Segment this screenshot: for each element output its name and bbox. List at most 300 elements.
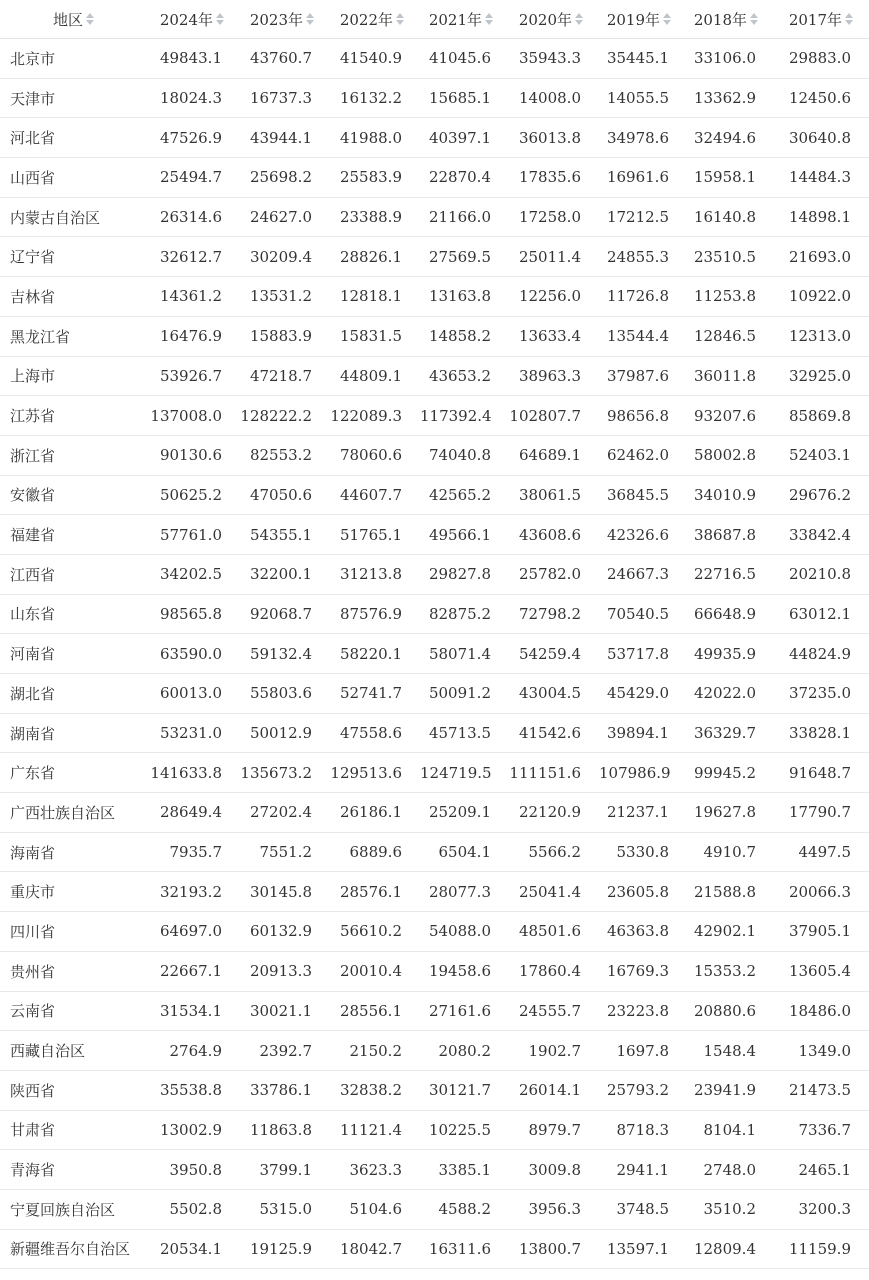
value-cell: 60013.0 (147, 674, 240, 714)
value-cell: 53231.0 (147, 713, 240, 753)
value-cell: 58220.1 (330, 634, 420, 674)
value-cell: 17258.0 (509, 197, 599, 237)
value-cell: 47526.9 (147, 118, 240, 158)
table-row (0, 475, 869, 515)
value-cell: 3748.5 (599, 1189, 687, 1229)
value-cell: 31213.8 (330, 554, 420, 594)
value-cell: 20534.1 (147, 1229, 240, 1269)
value-cell: 25583.9 (330, 158, 420, 198)
value-cell: 53926.7 (147, 356, 240, 396)
value-cell: 12846.5 (687, 316, 774, 356)
value-cell: 64697.0 (147, 912, 240, 952)
column-header-year[interactable] (147, 0, 240, 39)
value-cell: 3799.1 (240, 1150, 330, 1190)
value-cell: 32494.6 (687, 118, 774, 158)
table-row (0, 753, 869, 793)
value-cell: 23510.5 (687, 237, 774, 277)
column-header-content (519, 9, 583, 30)
value-cell: 122089.3 (330, 396, 420, 436)
value-cell: 35445.1 (599, 39, 687, 79)
column-header-label: 2022年 (339, 10, 393, 29)
table-row (0, 237, 869, 277)
value-cell: 43944.1 (240, 118, 330, 158)
region-cell: 江西省 (0, 554, 147, 594)
value-cell: 28576.1 (330, 872, 420, 912)
value-cell: 14055.5 (599, 78, 687, 118)
value-cell: 11863.8 (240, 1110, 330, 1150)
value-cell: 3510.2 (687, 1189, 774, 1229)
value-cell: 137008.0 (147, 396, 240, 436)
value-cell: 45713.5 (420, 713, 509, 753)
value-cell: 129513.6 (330, 753, 420, 793)
table-row (0, 832, 869, 872)
value-cell: 38963.3 (509, 356, 599, 396)
column-header-content (789, 9, 853, 30)
value-cell: 13002.9 (147, 1110, 240, 1150)
value-cell: 10225.5 (420, 1110, 509, 1150)
value-cell: 30021.1 (240, 991, 330, 1031)
value-cell: 41542.6 (509, 713, 599, 753)
region-cell: 云南省 (0, 991, 147, 1031)
value-cell: 27569.5 (420, 237, 509, 277)
value-cell: 66648.9 (687, 594, 774, 634)
value-cell: 16476.9 (147, 316, 240, 356)
value-cell: 3009.8 (509, 1150, 599, 1190)
value-cell: 18042.7 (330, 1229, 420, 1269)
table-row (0, 594, 869, 634)
value-cell: 30640.8 (774, 118, 869, 158)
value-cell: 37235.0 (774, 674, 869, 714)
value-cell: 117392.4 (420, 396, 509, 436)
value-cell: 32193.2 (147, 872, 240, 912)
value-cell: 78060.6 (330, 435, 420, 475)
value-cell: 36845.5 (599, 475, 687, 515)
value-cell: 25209.1 (420, 793, 509, 833)
value-cell: 37905.1 (774, 912, 869, 952)
column-header-label: 2017年 (788, 10, 842, 29)
value-cell: 33786.1 (240, 1070, 330, 1110)
value-cell: 21473.5 (774, 1070, 869, 1110)
value-cell: 3950.8 (147, 1150, 240, 1190)
sort-caret-icon[interactable] (663, 13, 671, 25)
column-header-label: 2020年 (518, 10, 572, 29)
value-cell: 5315.0 (240, 1189, 330, 1229)
value-cell: 4910.7 (687, 832, 774, 872)
value-cell: 87576.9 (330, 594, 420, 634)
table-row (0, 872, 869, 912)
value-cell: 33106.0 (687, 39, 774, 79)
column-header-year[interactable] (687, 0, 774, 39)
column-header-region[interactable] (0, 0, 147, 39)
value-cell: 42902.1 (687, 912, 774, 952)
table-row (0, 793, 869, 833)
table-row (0, 356, 869, 396)
value-cell: 24555.7 (509, 991, 599, 1031)
value-cell: 11159.9 (774, 1229, 869, 1269)
value-cell: 11121.4 (330, 1110, 420, 1150)
value-cell: 29883.0 (774, 39, 869, 79)
sort-descending-icon[interactable] (306, 20, 314, 25)
value-cell: 21237.1 (599, 793, 687, 833)
column-header-year[interactable] (599, 0, 687, 39)
value-cell: 12313.0 (774, 316, 869, 356)
value-cell: 28826.1 (330, 237, 420, 277)
value-cell: 8718.3 (599, 1110, 687, 1150)
value-cell: 44824.9 (774, 634, 869, 674)
value-cell: 17860.4 (509, 951, 599, 991)
value-cell: 15685.1 (420, 78, 509, 118)
value-cell: 15958.1 (687, 158, 774, 198)
value-cell: 14361.2 (147, 277, 240, 317)
value-cell: 16311.6 (420, 1229, 509, 1269)
table-row (0, 435, 869, 475)
value-cell: 38061.5 (509, 475, 599, 515)
value-cell: 13362.9 (687, 78, 774, 118)
value-cell: 38687.8 (687, 515, 774, 555)
sort-ascending-icon[interactable] (845, 13, 853, 18)
value-cell: 10922.0 (774, 277, 869, 317)
value-cell: 25011.4 (509, 237, 599, 277)
region-cell: 新疆维吾尔自治区 (0, 1229, 147, 1269)
value-cell: 54355.1 (240, 515, 330, 555)
value-cell: 29676.2 (774, 475, 869, 515)
value-cell: 50625.2 (147, 475, 240, 515)
sort-descending-icon[interactable] (663, 20, 671, 25)
value-cell: 50091.2 (420, 674, 509, 714)
table-row (0, 1031, 869, 1071)
sort-ascending-icon[interactable] (86, 13, 94, 18)
value-cell: 22870.4 (420, 158, 509, 198)
region-cell: 宁夏回族自治区 (0, 1189, 147, 1229)
value-cell: 25793.2 (599, 1070, 687, 1110)
region-cell: 山西省 (0, 158, 147, 198)
value-cell: 60132.9 (240, 912, 330, 952)
value-cell: 1697.8 (599, 1031, 687, 1071)
region-cell: 河北省 (0, 118, 147, 158)
table-row (0, 1110, 869, 1150)
value-cell: 28077.3 (420, 872, 509, 912)
value-cell: 20210.8 (774, 554, 869, 594)
sort-descending-icon[interactable] (396, 20, 404, 25)
table-row (0, 634, 869, 674)
value-cell: 32838.2 (330, 1070, 420, 1110)
sort-caret-icon[interactable] (86, 13, 94, 25)
value-cell: 57761.0 (147, 515, 240, 555)
column-header-content (340, 9, 404, 30)
region-cell: 湖南省 (0, 713, 147, 753)
value-cell: 11726.8 (599, 277, 687, 317)
value-cell: 56610.2 (330, 912, 420, 952)
table-row (0, 515, 869, 555)
table-row (0, 197, 869, 237)
region-cell: 湖北省 (0, 674, 147, 714)
value-cell: 25494.7 (147, 158, 240, 198)
value-cell: 42565.2 (420, 475, 509, 515)
column-header-year[interactable] (240, 0, 330, 39)
value-cell: 7336.7 (774, 1110, 869, 1150)
value-cell: 49935.9 (687, 634, 774, 674)
value-cell: 52741.7 (330, 674, 420, 714)
value-cell: 124719.5 (420, 753, 509, 793)
table-header (0, 0, 869, 39)
sort-ascending-icon[interactable] (485, 13, 493, 18)
value-cell: 35538.8 (147, 1070, 240, 1110)
value-cell: 14858.2 (420, 316, 509, 356)
value-cell: 20913.3 (240, 951, 330, 991)
sort-ascending-icon[interactable] (663, 13, 671, 18)
value-cell: 93207.6 (687, 396, 774, 436)
value-cell: 22120.9 (509, 793, 599, 833)
value-cell: 64689.1 (509, 435, 599, 475)
column-header-label: 2021年 (428, 10, 482, 29)
value-cell: 1349.0 (774, 1031, 869, 1071)
sort-descending-icon[interactable] (750, 20, 758, 25)
region-cell: 陕西省 (0, 1070, 147, 1110)
table-row (0, 991, 869, 1031)
sort-ascending-icon[interactable] (216, 13, 224, 18)
value-cell: 36013.8 (509, 118, 599, 158)
value-cell: 26186.1 (330, 793, 420, 833)
table-row (0, 951, 869, 991)
value-cell: 22667.1 (147, 951, 240, 991)
table-row (0, 713, 869, 753)
value-cell: 19125.9 (240, 1229, 330, 1269)
column-header-year[interactable] (330, 0, 420, 39)
value-cell: 28556.1 (330, 991, 420, 1031)
value-cell: 15831.5 (330, 316, 420, 356)
sort-descending-icon[interactable] (485, 20, 493, 25)
value-cell: 33842.4 (774, 515, 869, 555)
value-cell: 14008.0 (509, 78, 599, 118)
value-cell: 21166.0 (420, 197, 509, 237)
value-cell: 16132.2 (330, 78, 420, 118)
region-cell: 山东省 (0, 594, 147, 634)
value-cell: 16737.3 (240, 78, 330, 118)
value-cell: 43760.7 (240, 39, 330, 79)
sort-ascending-icon[interactable] (750, 13, 758, 18)
value-cell: 52403.1 (774, 435, 869, 475)
region-cell: 海南省 (0, 832, 147, 872)
value-cell: 49843.1 (147, 39, 240, 79)
value-cell: 20066.3 (774, 872, 869, 912)
value-cell: 135673.2 (240, 753, 330, 793)
value-cell: 128222.2 (240, 396, 330, 436)
value-cell: 2764.9 (147, 1031, 240, 1071)
table-row (0, 316, 869, 356)
value-cell: 70540.5 (599, 594, 687, 634)
region-cell: 上海市 (0, 356, 147, 396)
sort-descending-icon[interactable] (575, 20, 583, 25)
value-cell: 24855.3 (599, 237, 687, 277)
value-cell: 54088.0 (420, 912, 509, 952)
region-cell: 甘肃省 (0, 1110, 147, 1150)
column-header-label: 2019年 (606, 10, 660, 29)
value-cell: 23223.8 (599, 991, 687, 1031)
value-cell: 1902.7 (509, 1031, 599, 1071)
value-cell: 3956.3 (509, 1189, 599, 1229)
column-header-content (429, 9, 493, 30)
value-cell: 25698.2 (240, 158, 330, 198)
sort-caret-icon[interactable] (845, 13, 853, 25)
column-header-content (160, 9, 224, 30)
value-cell: 13597.1 (599, 1229, 687, 1269)
value-cell: 44809.1 (330, 356, 420, 396)
value-cell: 47558.6 (330, 713, 420, 753)
region-cell: 广东省 (0, 753, 147, 793)
region-cell: 浙江省 (0, 435, 147, 475)
value-cell: 17790.7 (774, 793, 869, 833)
value-cell: 53717.8 (599, 634, 687, 674)
value-cell: 31534.1 (147, 991, 240, 1031)
column-header-label: 2018年 (693, 10, 747, 29)
column-header-year[interactable] (420, 0, 509, 39)
value-cell: 58071.4 (420, 634, 509, 674)
value-cell: 63590.0 (147, 634, 240, 674)
sort-ascending-icon[interactable] (575, 13, 583, 18)
value-cell: 4588.2 (420, 1189, 509, 1229)
sort-descending-icon[interactable] (845, 20, 853, 25)
value-cell: 27202.4 (240, 793, 330, 833)
value-cell: 16140.8 (687, 197, 774, 237)
region-cell: 河南省 (0, 634, 147, 674)
value-cell: 111151.6 (509, 753, 599, 793)
sort-caret-icon[interactable] (575, 13, 583, 25)
value-cell: 43653.2 (420, 356, 509, 396)
sort-descending-icon[interactable] (216, 20, 224, 25)
region-cell: 青海省 (0, 1150, 147, 1190)
table-row (0, 396, 869, 436)
value-cell: 12256.0 (509, 277, 599, 317)
value-cell: 6889.6 (330, 832, 420, 872)
value-cell: 15353.2 (687, 951, 774, 991)
value-cell: 90130.6 (147, 435, 240, 475)
value-cell: 5502.8 (147, 1189, 240, 1229)
value-cell: 40397.1 (420, 118, 509, 158)
region-cell: 辽宁省 (0, 237, 147, 277)
value-cell: 5330.8 (599, 832, 687, 872)
sort-caret-icon[interactable] (306, 13, 314, 25)
value-cell: 11253.8 (687, 277, 774, 317)
value-cell: 13633.4 (509, 316, 599, 356)
column-header-year[interactable] (774, 0, 869, 39)
value-cell: 5104.6 (330, 1189, 420, 1229)
column-header-content (53, 9, 94, 30)
value-cell: 43004.5 (509, 674, 599, 714)
region-cell: 广西壮族自治区 (0, 793, 147, 833)
value-cell: 85869.8 (774, 396, 869, 436)
table-row (0, 674, 869, 714)
table-row (0, 158, 869, 198)
column-header-content (250, 9, 314, 30)
value-cell: 45429.0 (599, 674, 687, 714)
column-header-content (694, 9, 758, 30)
value-cell: 2150.2 (330, 1031, 420, 1071)
header-row (0, 0, 869, 39)
value-cell: 24667.3 (599, 554, 687, 594)
table-row (0, 118, 869, 158)
table-row (0, 78, 869, 118)
value-cell: 14484.3 (774, 158, 869, 198)
column-header-year[interactable] (509, 0, 599, 39)
value-cell: 32925.0 (774, 356, 869, 396)
sort-caret-icon[interactable] (485, 13, 493, 25)
value-cell: 92068.7 (240, 594, 330, 634)
region-cell: 重庆市 (0, 872, 147, 912)
region-cell: 天津市 (0, 78, 147, 118)
value-cell: 32200.1 (240, 554, 330, 594)
value-cell: 13163.8 (420, 277, 509, 317)
value-cell: 32612.7 (147, 237, 240, 277)
value-cell: 107986.9 (599, 753, 687, 793)
table-row (0, 277, 869, 317)
region-cell: 北京市 (0, 39, 147, 79)
value-cell: 42326.6 (599, 515, 687, 555)
value-cell: 1548.4 (687, 1031, 774, 1071)
region-cell: 西藏自治区 (0, 1031, 147, 1071)
value-cell: 2465.1 (774, 1150, 869, 1190)
value-cell: 28649.4 (147, 793, 240, 833)
value-cell: 23388.9 (330, 197, 420, 237)
value-cell: 34202.5 (147, 554, 240, 594)
region-cell: 福建省 (0, 515, 147, 555)
value-cell: 16769.3 (599, 951, 687, 991)
value-cell: 18024.3 (147, 78, 240, 118)
value-cell: 36329.7 (687, 713, 774, 753)
value-cell: 2748.0 (687, 1150, 774, 1190)
value-cell: 13544.4 (599, 316, 687, 356)
value-cell: 82875.2 (420, 594, 509, 634)
region-cell: 吉林省 (0, 277, 147, 317)
sort-descending-icon[interactable] (86, 20, 94, 25)
value-cell: 20010.4 (330, 951, 420, 991)
value-cell: 23605.8 (599, 872, 687, 912)
value-cell: 41540.9 (330, 39, 420, 79)
value-cell: 82553.2 (240, 435, 330, 475)
value-cell: 98656.8 (599, 396, 687, 436)
sort-ascending-icon[interactable] (306, 13, 314, 18)
value-cell: 8979.7 (509, 1110, 599, 1150)
value-cell: 49566.1 (420, 515, 509, 555)
value-cell: 17835.6 (509, 158, 599, 198)
value-cell: 41045.6 (420, 39, 509, 79)
value-cell: 47218.7 (240, 356, 330, 396)
value-cell: 37987.6 (599, 356, 687, 396)
region-cell: 四川省 (0, 912, 147, 952)
value-cell: 19627.8 (687, 793, 774, 833)
value-cell: 22716.5 (687, 554, 774, 594)
value-cell: 3623.3 (330, 1150, 420, 1190)
value-cell: 18486.0 (774, 991, 869, 1031)
column-header-label: 2024年 (159, 10, 213, 29)
value-cell: 42022.0 (687, 674, 774, 714)
sort-caret-icon[interactable] (396, 13, 404, 25)
value-cell: 17212.5 (599, 197, 687, 237)
value-cell: 98565.8 (147, 594, 240, 634)
value-cell: 15883.9 (240, 316, 330, 356)
value-cell: 99945.2 (687, 753, 774, 793)
value-cell: 29827.8 (420, 554, 509, 594)
sort-caret-icon[interactable] (750, 13, 758, 25)
value-cell: 36011.8 (687, 356, 774, 396)
table-row (0, 1189, 869, 1229)
sort-caret-icon[interactable] (216, 13, 224, 25)
value-cell: 21588.8 (687, 872, 774, 912)
sort-ascending-icon[interactable] (396, 13, 404, 18)
region-cell: 安徽省 (0, 475, 147, 515)
region-cell: 内蒙古自治区 (0, 197, 147, 237)
table-row (0, 39, 869, 79)
value-cell: 14898.1 (774, 197, 869, 237)
